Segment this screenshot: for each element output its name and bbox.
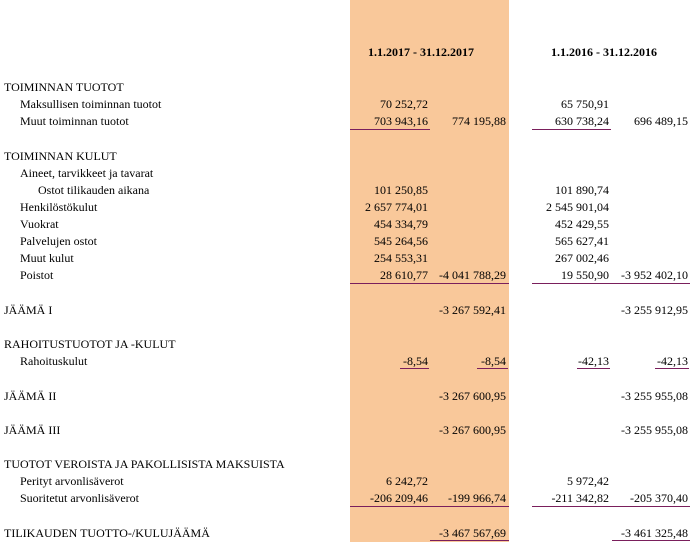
result-label: JÄÄMÄ II bbox=[4, 389, 57, 403]
value-2017-total: -3 267 600,95 bbox=[439, 423, 506, 437]
row-label: Ostot tilikauden aikana bbox=[38, 183, 150, 197]
value-2016-total: -3 952 402,10 bbox=[621, 268, 688, 282]
value-2017-item: 703 943,16 bbox=[374, 114, 428, 128]
section-heading: TOIMINNAN TUOTOT bbox=[4, 80, 124, 94]
value-2016-total: -42,13 bbox=[657, 354, 688, 368]
value-2016-item: 5 972,42 bbox=[567, 474, 609, 488]
value-2017-total: -8,54 bbox=[481, 354, 506, 368]
value-2017-total: -3 467 567,69 bbox=[439, 526, 506, 540]
result-label: JÄÄMÄ I bbox=[4, 303, 53, 317]
row-label: Aineet, tarvikkeet ja tavarat bbox=[20, 166, 154, 180]
value-2016-total: -3 255 955,08 bbox=[621, 423, 688, 437]
value-2017-item: 545 264,56 bbox=[374, 234, 428, 248]
row-label: Perityt arvonlisäverot bbox=[20, 474, 124, 488]
subtotal-underline bbox=[532, 506, 690, 507]
value-2017-item: 254 553,31 bbox=[374, 251, 428, 265]
value-2016-total: -3 255 955,08 bbox=[621, 389, 688, 403]
value-2016-item: 19 550,90 bbox=[561, 268, 609, 282]
row-label: Muut toiminnan tuotot bbox=[20, 114, 129, 128]
value-2017-item: -206 209,46 bbox=[370, 491, 428, 505]
value-2016-item: -42,13 bbox=[578, 354, 609, 368]
result-label: JÄÄMÄ III bbox=[4, 423, 61, 437]
subtotal-underline bbox=[477, 368, 508, 369]
value-2016-item: 65 750,91 bbox=[561, 97, 609, 111]
value-2017-item: 6 242,72 bbox=[386, 474, 428, 488]
section-heading: TUOTOT VEROISTA JA PAKOLLISISTA MAKSUISTA bbox=[4, 457, 285, 471]
value-2017-item: 70 252,72 bbox=[380, 97, 428, 111]
section-heading: TOIMINNAN KULUT bbox=[4, 149, 117, 163]
subtotal-underline bbox=[350, 129, 430, 130]
row-label: Vuokrat bbox=[20, 217, 59, 231]
value-2017-total: 774 195,88 bbox=[452, 114, 506, 128]
value-2016-item: 267 002,46 bbox=[555, 251, 609, 265]
total-underline bbox=[430, 540, 509, 541]
value-2016-item: 630 738,24 bbox=[555, 114, 609, 128]
value-2016-item: 2 545 901,04 bbox=[546, 200, 609, 214]
subtotal-underline bbox=[350, 283, 509, 284]
value-2016-item: -211 342,82 bbox=[551, 491, 609, 505]
subtotal-underline bbox=[400, 368, 429, 369]
value-2016-total: -3 461 325,48 bbox=[621, 526, 688, 540]
value-2017-item: 454 334,79 bbox=[374, 217, 428, 231]
value-2017-item: 101 250,85 bbox=[374, 183, 428, 197]
value-2016-total: 696 489,15 bbox=[634, 114, 688, 128]
value-2017-item: 28 610,77 bbox=[380, 268, 428, 282]
subtotal-underline bbox=[532, 283, 690, 284]
value-2016-total: -3 255 912,95 bbox=[621, 303, 688, 317]
period-header-2016: 1.1.2016 - 31.12.2016 bbox=[551, 45, 657, 59]
value-2017-item: -8,54 bbox=[403, 354, 428, 368]
row-label: Rahoituskulut bbox=[20, 354, 88, 368]
row-label: Suoritetut arvonlisäverot bbox=[20, 491, 139, 505]
value-2017-total: -4 041 788,29 bbox=[439, 268, 506, 282]
value-2017-total: -199 966,74 bbox=[448, 491, 506, 505]
total-underline bbox=[612, 540, 690, 541]
row-label: Muut kulut bbox=[20, 251, 74, 265]
period-header-2017: 1.1.2017 - 31.12.2017 bbox=[368, 45, 474, 59]
section-heading: RAHOITUSTUOTOT JA -KULUT bbox=[4, 337, 176, 351]
result-label: TILIKAUDEN TUOTTO-/KULUJÄÄMÄ bbox=[4, 526, 210, 540]
value-2017-total: -3 267 592,41 bbox=[439, 303, 506, 317]
subtotal-underline bbox=[350, 506, 509, 507]
subtotal-underline bbox=[577, 368, 610, 369]
subtotal-underline bbox=[655, 368, 689, 369]
value-2017-total: -3 267 600,95 bbox=[439, 389, 506, 403]
value-2016-item: 452 429,55 bbox=[555, 217, 609, 231]
value-2017-item: 2 657 774,01 bbox=[365, 200, 428, 214]
row-label: Henkilöstökulut bbox=[20, 200, 98, 214]
subtotal-underline bbox=[532, 129, 611, 130]
value-2016-item: 101 890,74 bbox=[555, 183, 609, 197]
value-2016-item: 565 627,41 bbox=[555, 234, 609, 248]
row-label: Maksullisen toiminnan tuotot bbox=[20, 97, 162, 111]
value-2016-total: -205 370,40 bbox=[630, 491, 688, 505]
row-label: Poistot bbox=[20, 268, 54, 282]
row-label: Palvelujen ostot bbox=[20, 234, 97, 248]
